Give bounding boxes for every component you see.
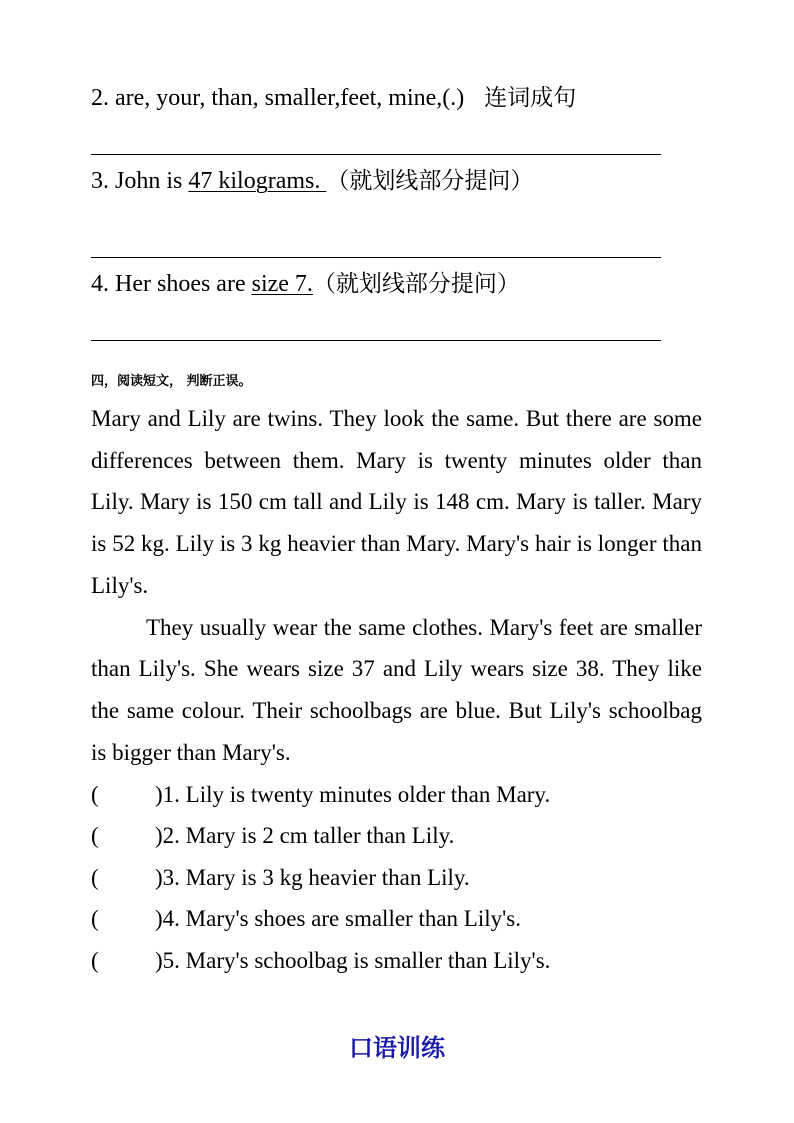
answer-line-2 bbox=[91, 154, 661, 155]
passage-paragraph-1: Mary and Lily are twins. They look the same. But there are some differences between them. Mary is twenty minutes older than Lily. Mary is 150 cm tall and Lily is 148 cm. Mary is taller. Mary is 52 kg. Lily is 3 kg heavier than Mary. Mary's hair is longer than Lily's. bbox=[91, 406, 702, 598]
question-4 bbox=[91, 270, 520, 298]
question-2 bbox=[91, 84, 576, 112]
answer-blank[interactable]: ( bbox=[91, 906, 99, 931]
question-2-text: 2. are, your, than, smaller,feet, mine,(.) bbox=[91, 85, 465, 111]
question-4-underlined: size 7. bbox=[251, 271, 313, 297]
judgement-text: )1. Lily is twenty minutes older than Mary. bbox=[155, 782, 551, 807]
judgement-text: )5. Mary's schoolbag is smaller than Lily's. bbox=[155, 948, 551, 973]
question-2-instruction: 连词成句 bbox=[484, 85, 577, 111]
answer-blank[interactable]: ( bbox=[91, 782, 99, 807]
judgement-item-4 bbox=[91, 905, 521, 933]
answer-line-3 bbox=[91, 257, 661, 258]
judgement-item-3 bbox=[91, 864, 470, 892]
passage-paragraph-2: They usually wear the same clothes. Mary's feet are smaller than Lily's. She wears size 37 and Lily wears size 38. They like the same colour. Their schoolbags are blue. But Lily's schoolbag is bigger than Mary's. bbox=[91, 614, 702, 765]
reading-passage bbox=[91, 398, 702, 773]
question-3-prefix: 3. John is bbox=[91, 168, 189, 194]
judgement-text: )4. Mary's shoes are smaller than Lily's. bbox=[155, 906, 521, 931]
oral-training-title: 口语训练 bbox=[349, 1034, 445, 1062]
question-3 bbox=[91, 167, 533, 195]
question-3-instruction: （就划线部分提问） bbox=[326, 168, 534, 194]
answer-blank[interactable]: ( bbox=[91, 948, 99, 973]
answer-blank[interactable]: ( bbox=[91, 865, 99, 890]
judgement-item-1 bbox=[91, 781, 550, 809]
question-4-prefix: 4. Her shoes are bbox=[91, 271, 252, 297]
question-3-underlined: 47 kilograms. bbox=[188, 168, 327, 194]
judgement-item-5 bbox=[91, 947, 550, 975]
judgement-text: )2. Mary is 2 cm taller than Lily. bbox=[155, 823, 455, 848]
section-heading: 四，阅读短文， 判断正误。 bbox=[91, 374, 252, 389]
answer-line-4 bbox=[91, 340, 661, 341]
judgement-text: )3. Mary is 3 kg heavier than Lily. bbox=[155, 865, 470, 890]
question-4-instruction: （就划线部分提问） bbox=[312, 271, 520, 297]
answer-blank[interactable]: ( bbox=[91, 823, 99, 848]
judgement-item-2 bbox=[91, 822, 454, 850]
